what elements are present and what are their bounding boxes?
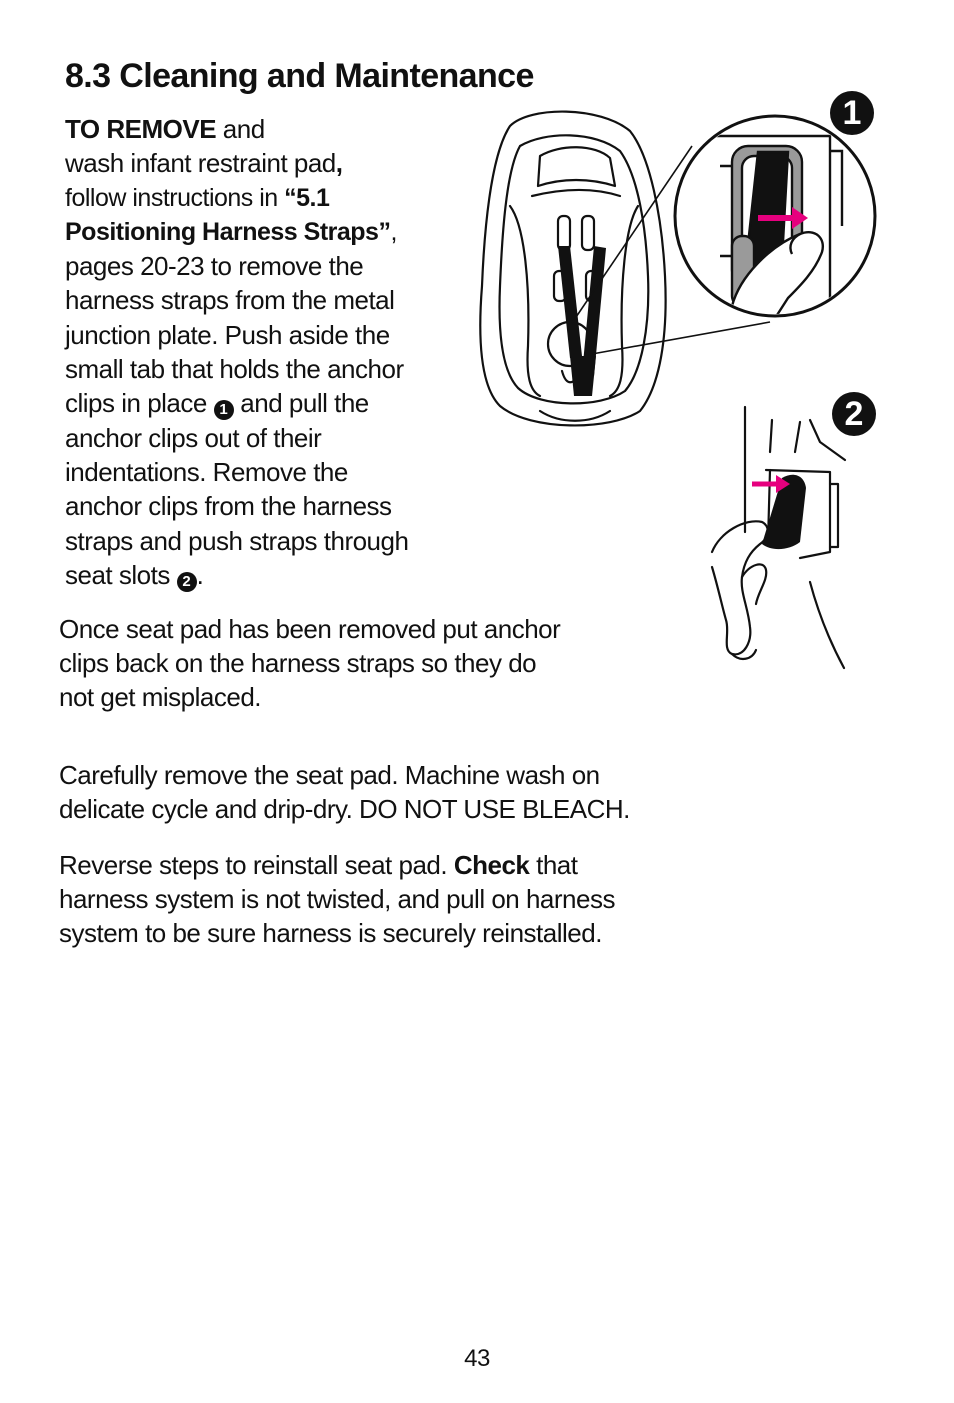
intro-text: follow instructions in (65, 183, 285, 212)
paragraph-line: clips back on the harness straps so they do (59, 648, 537, 679)
intro-text: indentations. Remove the (65, 456, 348, 487)
section-title: 8.3 Cleaning and Maintenance (65, 57, 534, 95)
intro-paragraph (65, 112, 440, 592)
figure-1-label: 1 (830, 91, 874, 135)
intro-text: , (335, 148, 343, 179)
step-2-badge: 2 (177, 572, 197, 592)
step-1-badge: 1 (214, 400, 234, 420)
wash-paragraph (59, 758, 630, 826)
intro-text: and (216, 114, 265, 144)
intro-text: anchor clips from the harness (65, 491, 392, 522)
paragraph-line: delicate cycle and drip-dry. DO NOT USE BLEACH. (59, 794, 630, 825)
intro-text: harness straps from the metal (65, 285, 395, 316)
intro-text: straps and push straps through (65, 525, 409, 556)
paragraph-line: Carefully remove the seat pad. Machine wash on (59, 760, 600, 790)
intro-text: seat slots (65, 559, 177, 590)
hand-pushing-strap-illustration (700, 392, 900, 677)
check-keyword: Check (453, 850, 530, 880)
intro-section-ref: “5.1 (284, 183, 330, 212)
car-seat-harness-illustration (470, 86, 910, 436)
paragraph-line: Once seat pad has been removed put anchor (59, 614, 561, 644)
page-number: 43 (464, 1345, 490, 1372)
intro-text: , (390, 217, 397, 246)
paragraph-line: harness system is not twisted, and pull on harness (59, 884, 615, 915)
intro-text: junction plate. Push aside the (65, 319, 390, 350)
paragraph-text: that (529, 850, 578, 880)
paragraph-line: not get misplaced. (59, 682, 262, 713)
intro-text: pages 20-23 to remove the (65, 251, 364, 282)
figure-2-label: 2 (832, 392, 876, 436)
paragraph-text: Reverse steps to reinstall seat pad. (59, 850, 454, 880)
intro-text: . (196, 559, 204, 590)
intro-text: anchor clips out of their (65, 422, 322, 453)
intro-text: clips in place (65, 388, 214, 419)
reinstall-paragraph (59, 848, 615, 951)
intro-text: small tab that holds the anchor (65, 354, 404, 385)
intro-text: wash infant restraint pad (65, 148, 336, 179)
anchor-clips-paragraph (59, 612, 560, 715)
intro-text: and pull the (233, 388, 369, 419)
intro-section-ref: Positioning Harness Straps” (65, 217, 391, 246)
paragraph-line: system to be sure harness is securely reinstalled. (59, 918, 602, 949)
intro-bold-lead: TO REMOVE (65, 114, 217, 144)
